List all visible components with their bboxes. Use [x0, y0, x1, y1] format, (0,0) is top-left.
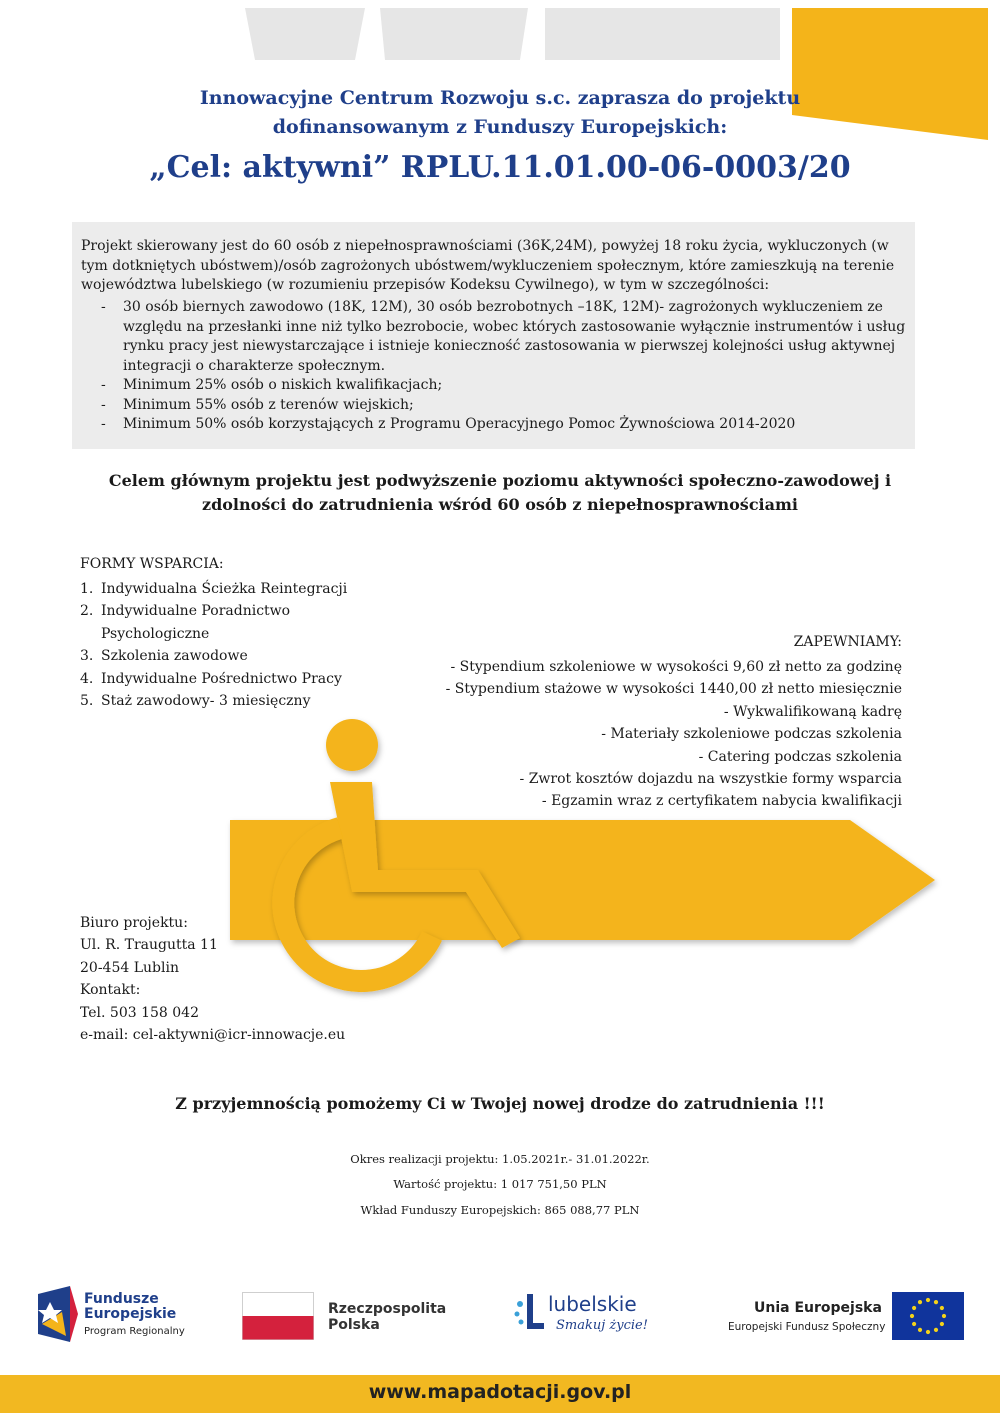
rp-line2: Polska [328, 1317, 380, 1333]
project-value: Wartość projektu: 1 017 751,50 PLN [393, 1177, 607, 1191]
intro-text: Projekt skierowany jest do 60 osób z niepełnosprawnościami (36K,24M), powyżej 18 roku życia, wykluczonych (w tym dotkniętych ubóstwem)/osób zagrożonych ubóstwem/wykluczeniem społecznym, które zamieszkują na terenie województwa lubelskiego (w rozumieniu przepisów Kodeksu Cywilnego), w tym w szczególności: [81, 238, 895, 293]
header-line2: dofinansowanym z Funduszy Europejskich: [272, 116, 728, 138]
lub-slogan: Smakuj życie! [556, 1318, 648, 1333]
list-item [80, 668, 370, 690]
fe-line1: Fundusze [84, 1291, 159, 1307]
fe-line3: Program Regionalny [84, 1326, 185, 1337]
list-text: Psychologiczne [101, 625, 210, 642]
list-text: Staż zawodowy- 3 miesięczny [101, 693, 311, 710]
list-number: 3. [80, 648, 94, 665]
logo-fundusze-europejskie [36, 1284, 206, 1344]
logo-rzeczpospolita [242, 1292, 462, 1342]
list-item: - Stypendium stażowe w wysokości 1440,00 zł netto miesięcznie [445, 681, 902, 698]
zapewniamy-list [382, 656, 902, 813]
office-city: 20-454 Lublin [80, 959, 179, 976]
list-text: Indywidualne Poradnictwo [101, 603, 291, 620]
logo-unia-europejska [726, 1292, 966, 1344]
project-period: Okres realizacji projektu: 1.05.2021r.- 31.01.2022r. [350, 1152, 650, 1166]
contact-email: e-mail: cel-aktywni@icr-innowacje.eu [80, 1027, 346, 1044]
formy-title: FORMY WSPARCIA: [80, 556, 224, 572]
list-number: 2. [80, 603, 94, 620]
footer-url[interactable]: www.mapadotacji.gov.pl [368, 1381, 632, 1403]
list-text: Indywidualne Pośrednictwo Pracy [101, 670, 342, 687]
zapewniamy-title: ZAPEWNIAMY: [793, 634, 902, 650]
list-text: Indywidualna Ścieżka Reintegracji [101, 581, 348, 597]
fe-line2: Europejskie [84, 1306, 177, 1322]
header-line1: Innowacyjne Centrum Rozwoju s.c. zaprasza do projektu [199, 87, 801, 109]
list-item: - Wykwalifikowaną kadrę [723, 703, 902, 720]
contact-phone: Tel. 503 158 042 [80, 1004, 199, 1021]
list-item: - Stypendium szkoleniowe w wysokości 9,60 zł netto za godzinę [450, 659, 902, 675]
lubelskie-emblem-icon [512, 1292, 546, 1336]
fe-star-icon [36, 1284, 80, 1344]
list-item: - Egzamin wraz z certyfikatem nabycia kwalifikacji [541, 793, 902, 810]
list-item [80, 690, 370, 712]
list-number: 1. [80, 581, 94, 597]
ue-line2: Europejski Fundusz Społeczny [728, 1321, 886, 1333]
eu-contribution: Wkład Funduszy Europejskich: 865 088,77 PLN [360, 1203, 640, 1217]
list-item [80, 600, 370, 645]
list-item: - Zwrot kosztów dojazdu na wszystkie formy wsparcia [519, 771, 902, 788]
polish-flag-icon [242, 1292, 314, 1340]
logo-lubelskie [512, 1290, 662, 1342]
office-label: Biuro projektu: [80, 915, 188, 931]
closing-text: Z przyjemnością pomożemy Ci w Twojej nowej drodze do zatrudnienia !!! [175, 1094, 825, 1113]
office-street: Ul. R. Traugutta 11 [80, 937, 218, 954]
list-item: - Catering podczas szkolenia [698, 748, 902, 765]
list-item: - Minimum 50% osób korzystających z Programu Operacyjnego Pomoc Żywnościowa 2014-2020 [81, 415, 911, 435]
rp-line1: Rzeczpospolita [328, 1301, 447, 1317]
list-text: Szkolenia zawodowe [101, 648, 248, 665]
goal-line1: Celem głównym projektu jest podwyższenie poziomu aktywności społeczno-zawodowej i [108, 471, 892, 490]
list-number: 5. [80, 693, 94, 710]
list-item: - 30 osób biernych zawodowo (18K, 12M), 30 osób bezrobotnych –18K, 12M)- zagrożonych wykluczeniem ze względu na przesłanki inne niż tylko bezrobocie, wobec których zastosowanie wyłącznie instrumentów i usług rynku pracy jest niewystarczające i istnieje konieczność zastosowania w pierwszej kolejności usług aktywnej integracji o charakterze społecznym. [81, 298, 911, 376]
list-item: - Minimum 55% osób z terenów wiejskich; [81, 396, 911, 416]
lub-name: lubelskie [548, 1292, 637, 1316]
page-title: „Cel: aktywni” RPLU.11.01.00-06-0003/20 [149, 150, 851, 185]
goal-line2: zdolności do zatrudnienia wśród 60 osób z niepełnosprawnościami [201, 495, 799, 514]
list-number: 4. [80, 670, 94, 687]
formy-list [80, 578, 370, 712]
intro-bullets [81, 298, 911, 435]
list-item [80, 578, 370, 600]
eu-flag-icon [892, 1292, 964, 1340]
list-item: - Materiały szkoleniowe podczas szkolenia [601, 726, 902, 743]
list-item [80, 645, 370, 667]
ue-line1: Unia Europejska [754, 1300, 882, 1316]
contact-label: Kontakt: [80, 982, 141, 999]
project-goal [60, 469, 940, 517]
list-item: - Minimum 25% osób o niskich kwalifikacjach; [81, 376, 911, 396]
contact-block [80, 912, 345, 1046]
